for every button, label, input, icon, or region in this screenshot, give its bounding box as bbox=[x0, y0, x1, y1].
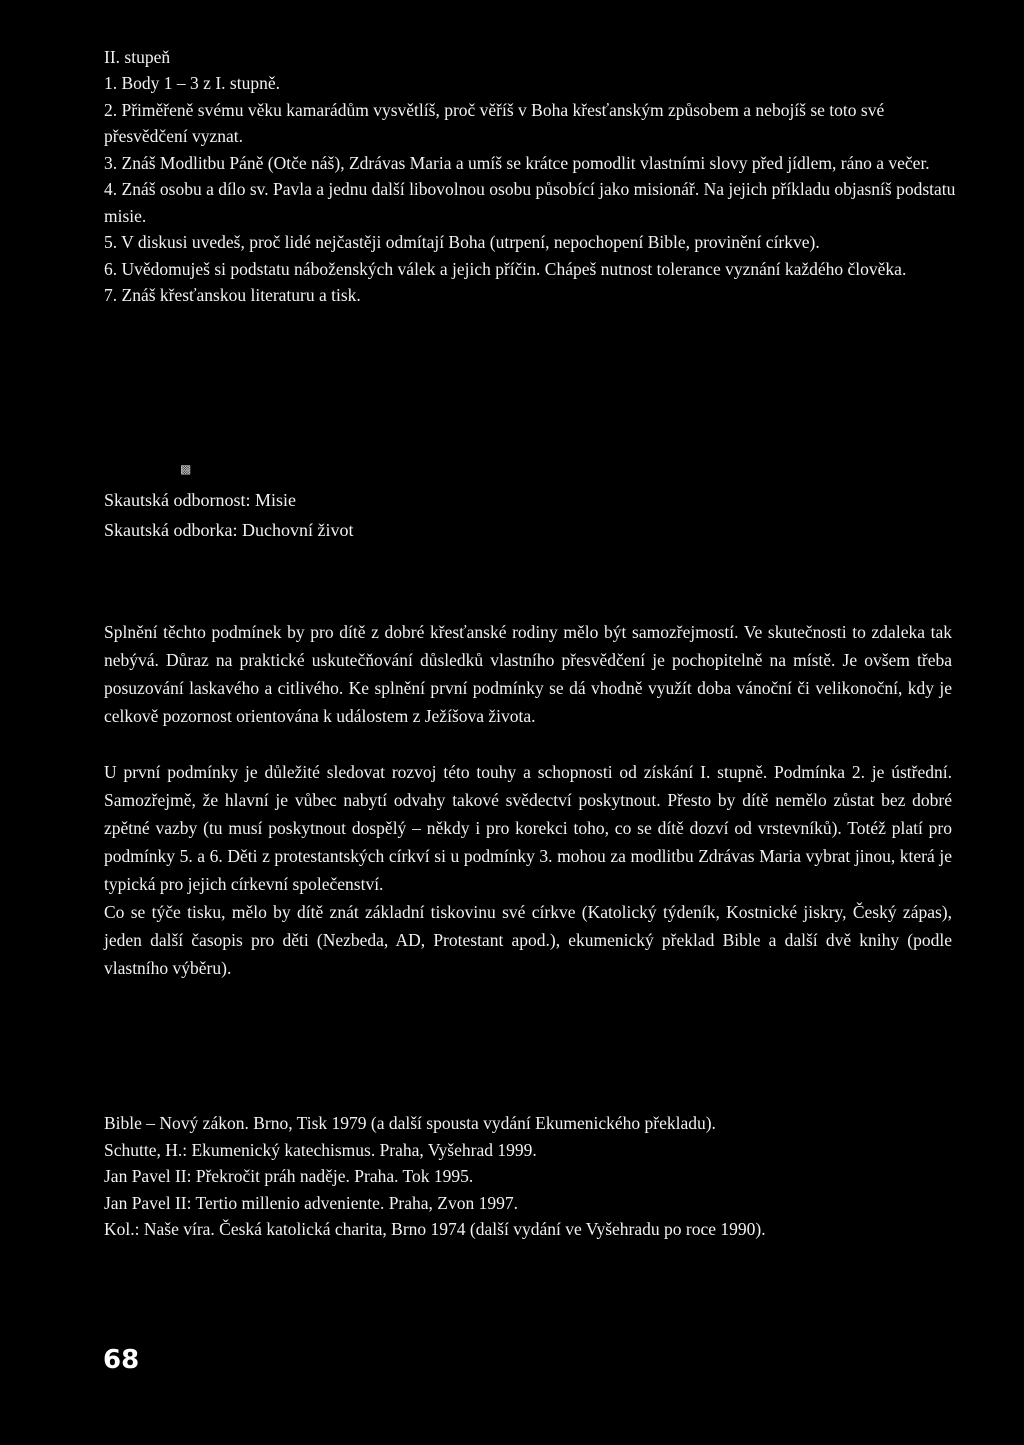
bibliography-entry: Bible – Nový zákon. Brno, Tisk 1979 (a další spousta vydání Ekumenického překladu). bbox=[104, 1113, 716, 1133]
list-item: 5. V diskusi uvedeš, proč lidé nejčastěji odmítají Boha (utrpení, nepochopení Bible, provinění církve). bbox=[104, 232, 820, 252]
list-item: 3. Znáš Modlitbu Páně (Otče náš), Zdrávas Maria a umíš se krátce pomodlit vlastními slovy před jídlem, ráno a večer. bbox=[104, 152, 930, 173]
page-number: 68 bbox=[103, 1345, 140, 1375]
bibliography-entry: Jan Pavel II: Překročit práh naděje. Praha. Tok 1995. bbox=[104, 1166, 474, 1186]
expertise-line: Skautská odbornost: Misie bbox=[104, 490, 296, 510]
bibliography-entry: Kol.: Naše víra. Česká katolická charita, Brno 1974 (další vydání ve Vyšehradu po roce 1990). bbox=[104, 1219, 766, 1239]
requirements-list bbox=[104, 70, 964, 309]
list-item: 4. Znáš osobu a dílo sv. Pavla a jednu další libovolnou osobu působící jako misionář. Na jejich příkladu objasníš podstatu misie. bbox=[104, 179, 956, 226]
bibliography-entry: Schutte, H.: Ekumenický katechismus. Praha, Vyšehrad 1999. bbox=[104, 1139, 537, 1160]
commentary-paragraph: Splnění těchto podmínek by pro dítě z dobré křesťanské rodiny mělo být samozřejmostí. Ve skutečnosti to zdaleka tak nebývá. Důraz na praktické uskutečňování důsledků vlastního přesvědčení je pochopitelně na místě. Je ovšem třeba posuzování laskavého a citlivého. Ke splnění první podmínky se dá vhodně využít doba vánoční či velikonoční, kdy je celkově pozornost orientována k událostem z Ježíšova života. bbox=[104, 622, 952, 726]
commentary-paragraph: Co se týče tisku, mělo by dítě znát základní tiskovinu své církve (Katolický týdeník, Kostnické jiskry, Český zápas), jeden další časopis pro děti (Nezbeda, AD, Protestant apod.), ekumenický překlad Bible a další dvě knihy (podle vlastního výběru). bbox=[104, 902, 952, 978]
commentary-paragraph: U první podmínky je důležité sledovat rozvoj této touhy a schopnosti od získání I. stupně. Podmínka 2. je ústřední. Samozřejmě, že hlavní je vůbec nabytí odvahy takové svědectví poskytnout. Přesto by dítě nemělo zůstat bez dobré zpětné vazby (tu musí poskytnout dospělý – někdy i pro korekci toho, co se dítě dozví od vrstevníků). Totéž platí pro podmínky 5. a 6. Děti z protestantských církví si u podmínky 3. mohou za modlitbu Zdrávas Maria vybrat jinou, která je typická pro jejich církevní společenství. bbox=[104, 762, 952, 894]
ornament-icon: ▩ bbox=[180, 462, 192, 476]
list-item: 2. Přiměřeně svému věku kamarádům vysvětlíš, proč věříš v Boha křesťanským způsobem a nebojíš se toto své přesvědčení vyznat. bbox=[104, 99, 885, 146]
list-item: 1. Body 1 – 3 z I. stupně. bbox=[104, 73, 280, 93]
badge-line: Skautská odborka: Duchovní život bbox=[104, 520, 354, 540]
section-heading: II. stupeň bbox=[104, 47, 171, 67]
badge-block bbox=[104, 485, 353, 545]
bibliography-entry: Jan Pavel II: Tertio millenio adveniente. Praha, Zvon 1997. bbox=[104, 1192, 518, 1213]
bibliography bbox=[104, 1110, 984, 1243]
list-item: 7. Znáš křesťanskou literaturu a tisk. bbox=[104, 285, 361, 305]
commentary-section bbox=[104, 618, 952, 982]
list-item: 6. Uvědomuješ si podstatu náboženských válek a jejich příčin. Chápeš nutnost tolerance vyznání každého člověka. bbox=[104, 258, 907, 279]
